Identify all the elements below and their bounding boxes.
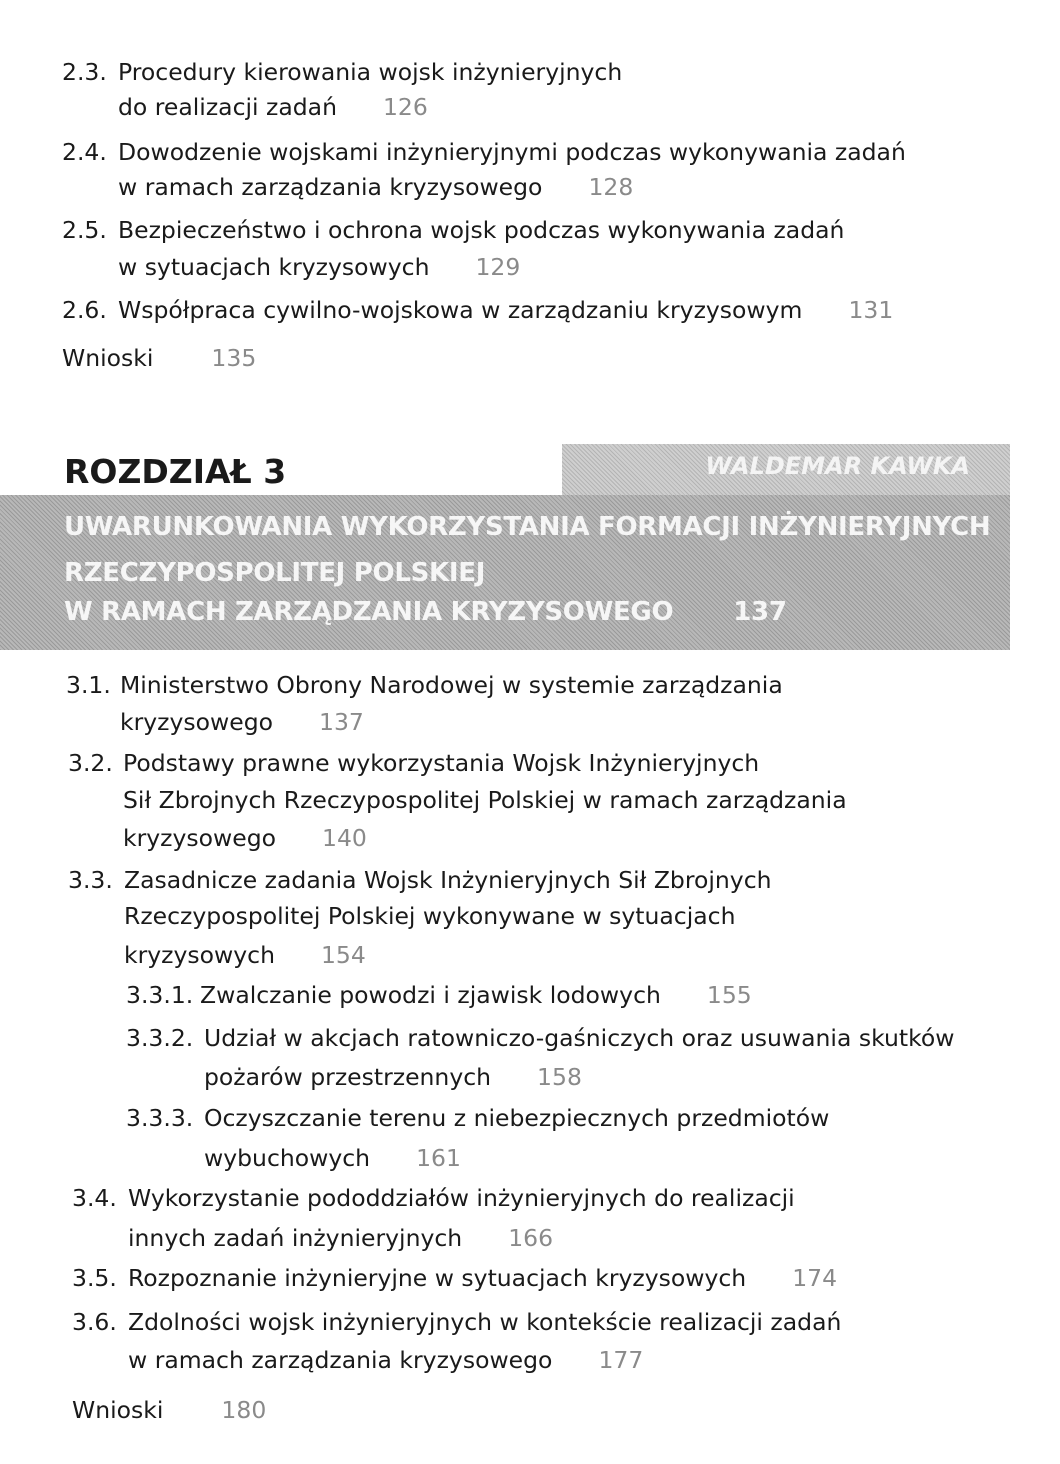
entry-title: innych zadań inżynieryjnych [128,1224,463,1252]
entry-title: Wnioski [62,344,154,372]
author-band [562,444,1010,496]
entry-title: Współpraca cywilno-wojskowa w zarządzaniu kryzysowym [118,296,803,324]
entry-title: Udział w akcjach ratowniczo-gaśniczych oraz usuwania skutków [204,1024,955,1052]
toc-entry-line [118,212,844,248]
entry-title: do realizacji zadań [118,93,337,121]
chapter-title-line: UWARUNKOWANIA WYKORZYSTANIA FORMACJI INŻYNIERYJNYCH [64,512,991,542]
toc-entry-line [200,977,752,1013]
entry-number: 3.3.2. [126,1024,194,1052]
chapter-title-line: RZECZYPOSPOLITEJ POLSKIEJ [64,558,486,588]
entry-number: 3.3. [68,866,113,894]
entry-title: pożarów przestrzennych [204,1063,492,1091]
page-number: 128 [588,173,634,201]
toc-entry-line [72,1392,266,1428]
toc-entry-line [204,1140,461,1176]
toc-entry-line [123,820,367,856]
toc-entry-line [128,1260,837,1296]
toc-entry-line [204,1059,582,1095]
toc-entry-line [124,898,735,934]
chapter-title-text: W RAMACH ZARZĄDZANIA KRYZYSOWEGO [64,597,674,627]
toc-entry-line [118,249,520,285]
page-number: 158 [537,1063,582,1091]
toc-entry-line [124,862,772,898]
toc-entry-line [120,704,364,740]
entry-number: 3.5. [72,1264,117,1292]
entry-number: 3.3.3. [126,1104,194,1132]
entry-title: w sytuacjach kryzysowych [118,253,430,281]
toc-entry-line [123,745,759,781]
entry-title: Zdolności wojsk inżynieryjnych w kontekście realizacji zadań [128,1308,842,1336]
entry-title: kryzysowego [123,824,277,852]
entry-number: 3.4. [72,1184,117,1212]
entry-title: Dowodzenie wojskami inżynieryjnymi podczas wykonywania zadań [118,138,906,166]
page-number: 177 [598,1346,644,1374]
chapter-title-band [0,495,1010,650]
entry-title: Rzeczypospolitej Polskiej wykonywane w sytuacjach [124,902,736,930]
entry-title: Oczyszczanie terenu z niebezpiecznych przedmiotów [204,1104,830,1132]
entry-number: 2.5. [62,216,107,244]
toc-entry-line [62,340,256,376]
toc-entry-line [120,667,783,703]
entry-number: 3.1. [66,671,111,699]
entry-title: Procedury kierowania wojsk inżynieryjnych [118,58,623,86]
toc-entry-line [128,1220,553,1256]
page-number: 174 [792,1264,838,1292]
toc-entry-line [128,1180,795,1216]
entry-title: w ramach zarządzania kryzysowego [118,173,543,201]
page-number: 180 [221,1396,267,1424]
entry-title: Ministerstwo Obrony Narodowej w systemie zarządzania [120,671,783,699]
toc-entry-line [118,292,893,328]
entry-title: Sił Zbrojnych Rzeczypospolitej Polskiej w ramach zarządzania [123,786,847,814]
chapter-label: ROZDZIAŁ 3 [64,452,287,491]
toc-entry-line [123,782,847,818]
entry-title: Rozpoznanie inżynieryjne w sytuacjach kryzysowych [128,1264,747,1292]
entry-title: Zasadnicze zadania Wojsk Inżynieryjnych Sił Zbrojnych [124,866,772,894]
toc-entry-line [118,89,428,125]
entry-number: 3.6. [72,1308,117,1336]
toc-entry-line [204,1020,954,1056]
entry-number: 2.6. [62,296,107,324]
page-number: 140 [322,824,367,852]
page-number: 137 [319,708,364,736]
entry-title: kryzysowych [124,941,275,969]
chapter-page-number: 137 [733,597,787,627]
toc-entry-line [128,1304,841,1340]
entry-title: Podstawy prawne wykorzystania Wojsk Inżynieryjnych [123,749,760,777]
entry-title: wybuchowych [204,1144,371,1172]
toc-entry-line [124,937,366,973]
entry-number: 3.2. [68,749,113,777]
toc-entry-line [118,134,906,170]
page-number: 135 [211,344,257,372]
page-number: 166 [508,1224,554,1252]
entry-title: Zwalczanie powodzi i zjawisk lodowych [200,981,661,1009]
entry-title: w ramach zarządzania kryzysowego [128,1346,553,1374]
entry-title: Bezpieczeństwo i ochrona wojsk podczas wykonywania zadań [118,216,845,244]
page-number: 155 [706,981,752,1009]
toc-entry-line [128,1342,643,1378]
page-number: 154 [320,941,366,969]
entry-title: kryzysowego [120,708,274,736]
page-number: 131 [848,296,894,324]
page-number: 129 [475,253,521,281]
entry-title: Wnioski [72,1396,164,1424]
page-number: 161 [416,1144,461,1172]
entry-number: 3.3.1. [126,981,194,1009]
entry-number: 2.4. [62,138,107,166]
page-number: 126 [382,93,428,121]
toc-entry-line [118,54,622,90]
toc-entry-line [204,1100,829,1136]
toc-entry-line [118,169,633,205]
chapter-title-line [64,594,787,630]
chapter-author: WALDEMAR KAWKA [705,452,970,480]
entry-number: 2.3. [62,58,107,86]
entry-title: Wykorzystanie pododdziałów inżynieryjnych do realizacji [128,1184,795,1212]
